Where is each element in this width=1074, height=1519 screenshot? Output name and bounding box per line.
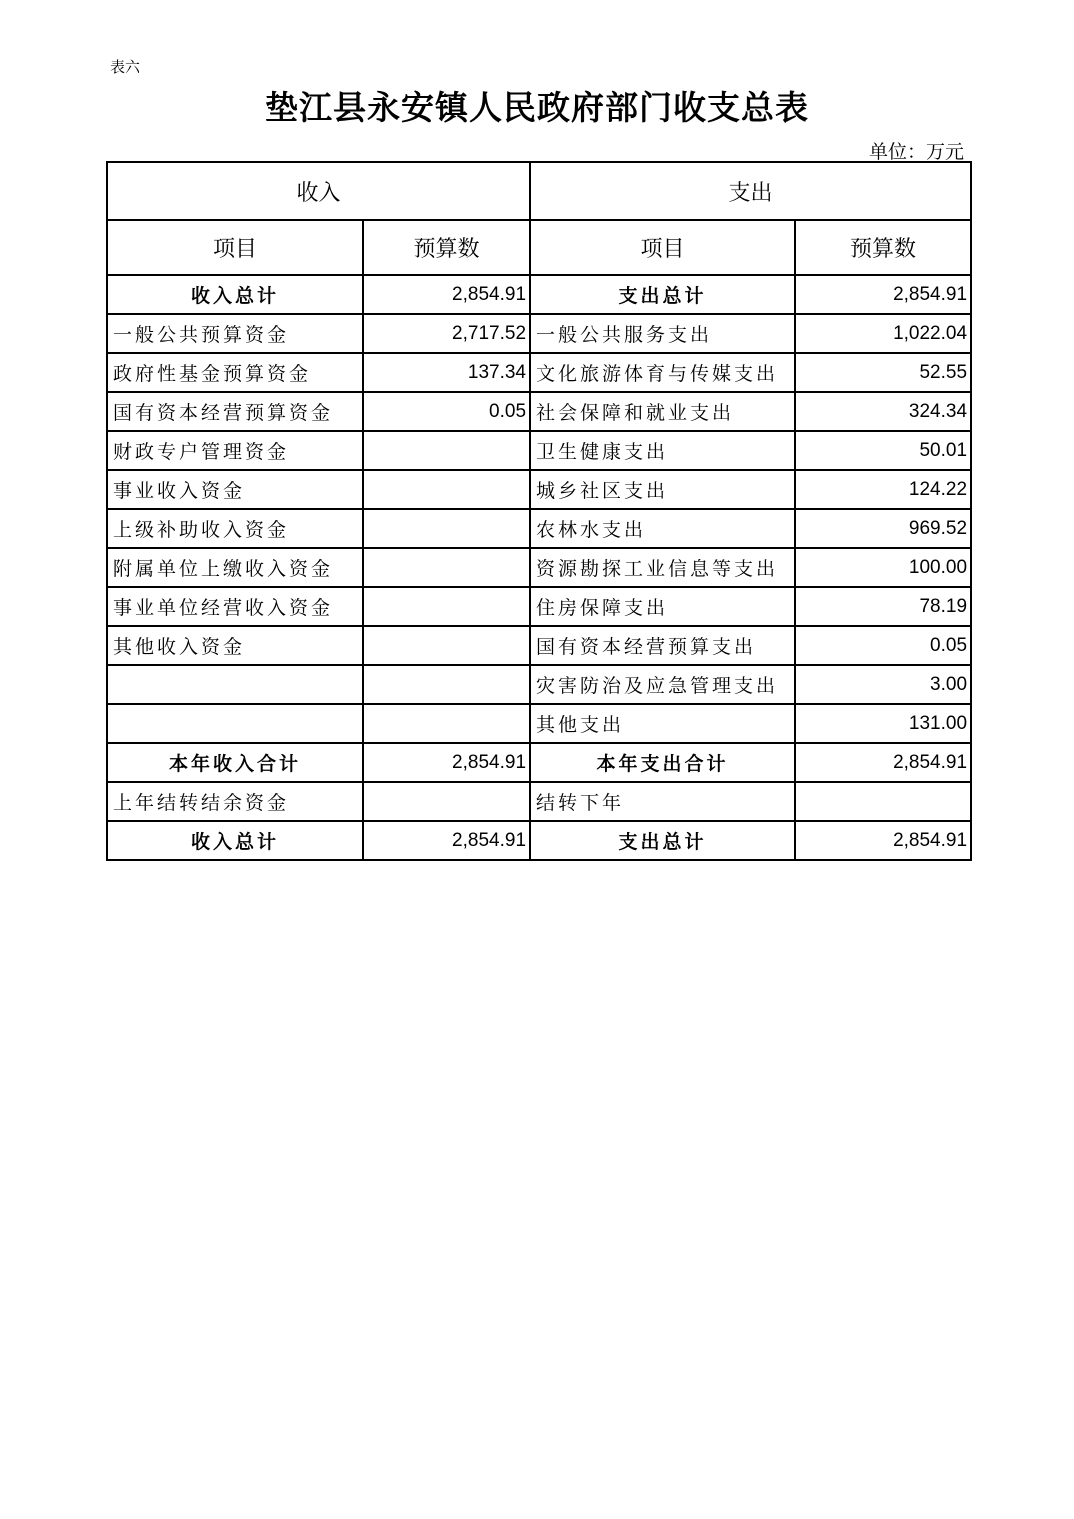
expense-value: 2,854.91 (795, 821, 971, 860)
income-value (363, 431, 530, 470)
income-value (363, 509, 530, 548)
table-row (107, 665, 971, 704)
income-item: 本年收入合计 (107, 743, 363, 782)
expense-item: 支出总计 (530, 821, 795, 860)
income-value (363, 470, 530, 509)
expense-budget-col-header: 预算数 (795, 220, 971, 275)
expense-value: 50.01 (795, 431, 971, 470)
income-item: 收入总计 (107, 821, 363, 860)
table-row-grand-total (107, 821, 971, 860)
table-row (107, 392, 971, 431)
expense-item: 农林水支出 (530, 509, 795, 548)
income-item (107, 704, 363, 743)
income-item: 一般公共预算资金 (107, 314, 363, 353)
expense-value: 2,854.91 (795, 743, 971, 782)
expense-value: 52.55 (795, 353, 971, 392)
income-item: 上级补助收入资金 (107, 509, 363, 548)
income-value: 2,854.91 (363, 743, 530, 782)
expense-value: 0.05 (795, 626, 971, 665)
expense-item: 资源勘探工业信息等支出 (530, 548, 795, 587)
expense-item: 文化旅游体育与传媒支出 (530, 353, 795, 392)
income-value: 2,854.91 (363, 275, 530, 314)
table-number-label: 表六 (110, 58, 141, 76)
expense-item: 社会保障和就业支出 (530, 392, 795, 431)
income-item: 收入总计 (107, 275, 363, 314)
income-section-header: 收入 (107, 162, 530, 220)
income-item: 事业单位经营收入资金 (107, 587, 363, 626)
table-row (107, 626, 971, 665)
income-expense-table (106, 161, 972, 861)
expense-value: 100.00 (795, 548, 971, 587)
expense-section-header: 支出 (530, 162, 971, 220)
expense-item: 一般公共服务支出 (530, 314, 795, 353)
income-item: 上年结转结余资金 (107, 782, 363, 821)
income-item: 附属单位上缴收入资金 (107, 548, 363, 587)
table-row (107, 353, 971, 392)
table-row (107, 704, 971, 743)
expense-value: 324.34 (795, 392, 971, 431)
column-header-row (107, 220, 971, 275)
income-item-col-header: 项目 (107, 220, 363, 275)
income-item: 国有资本经营预算资金 (107, 392, 363, 431)
table-row (107, 431, 971, 470)
expense-item: 灾害防治及应急管理支出 (530, 665, 795, 704)
expense-item: 支出总计 (530, 275, 795, 314)
expense-value: 2,854.91 (795, 275, 971, 314)
expense-item: 本年支出合计 (530, 743, 795, 782)
expense-item: 卫生健康支出 (530, 431, 795, 470)
expense-item: 城乡社区支出 (530, 470, 795, 509)
table-row (107, 470, 971, 509)
income-item: 政府性基金预算资金 (107, 353, 363, 392)
income-value (363, 665, 530, 704)
income-value: 0.05 (363, 392, 530, 431)
unit-label: 单位：万元 (868, 141, 964, 163)
income-item: 财政专户管理资金 (107, 431, 363, 470)
table-row (107, 509, 971, 548)
income-value (363, 704, 530, 743)
expense-value: 124.22 (795, 470, 971, 509)
expense-value (795, 782, 971, 821)
table-row (107, 314, 971, 353)
income-value (363, 626, 530, 665)
section-header-row (107, 162, 971, 220)
income-value (363, 587, 530, 626)
expense-value: 78.19 (795, 587, 971, 626)
income-value: 2,854.91 (363, 821, 530, 860)
expense-value: 3.00 (795, 665, 971, 704)
expense-value: 131.00 (795, 704, 971, 743)
expense-item-col-header: 项目 (530, 220, 795, 275)
expense-value: 1,022.04 (795, 314, 971, 353)
income-value: 137.34 (363, 353, 530, 392)
expense-item: 住房保障支出 (530, 587, 795, 626)
expense-item: 结转下年 (530, 782, 795, 821)
income-item: 其他收入资金 (107, 626, 363, 665)
income-value (363, 782, 530, 821)
income-item (107, 665, 363, 704)
table-row-total (107, 275, 971, 314)
income-value: 2,717.52 (363, 314, 530, 353)
income-budget-col-header: 预算数 (363, 220, 530, 275)
income-value (363, 548, 530, 587)
page-title: 垫江县永安镇人民政府部门收支总表 (265, 88, 809, 127)
table-row (107, 587, 971, 626)
table-row-subtotal (107, 743, 971, 782)
table-row (107, 548, 971, 587)
expense-item: 其他支出 (530, 704, 795, 743)
table-row (107, 782, 971, 821)
expense-item: 国有资本经营预算支出 (530, 626, 795, 665)
expense-value: 969.52 (795, 509, 971, 548)
income-item: 事业收入资金 (107, 470, 363, 509)
